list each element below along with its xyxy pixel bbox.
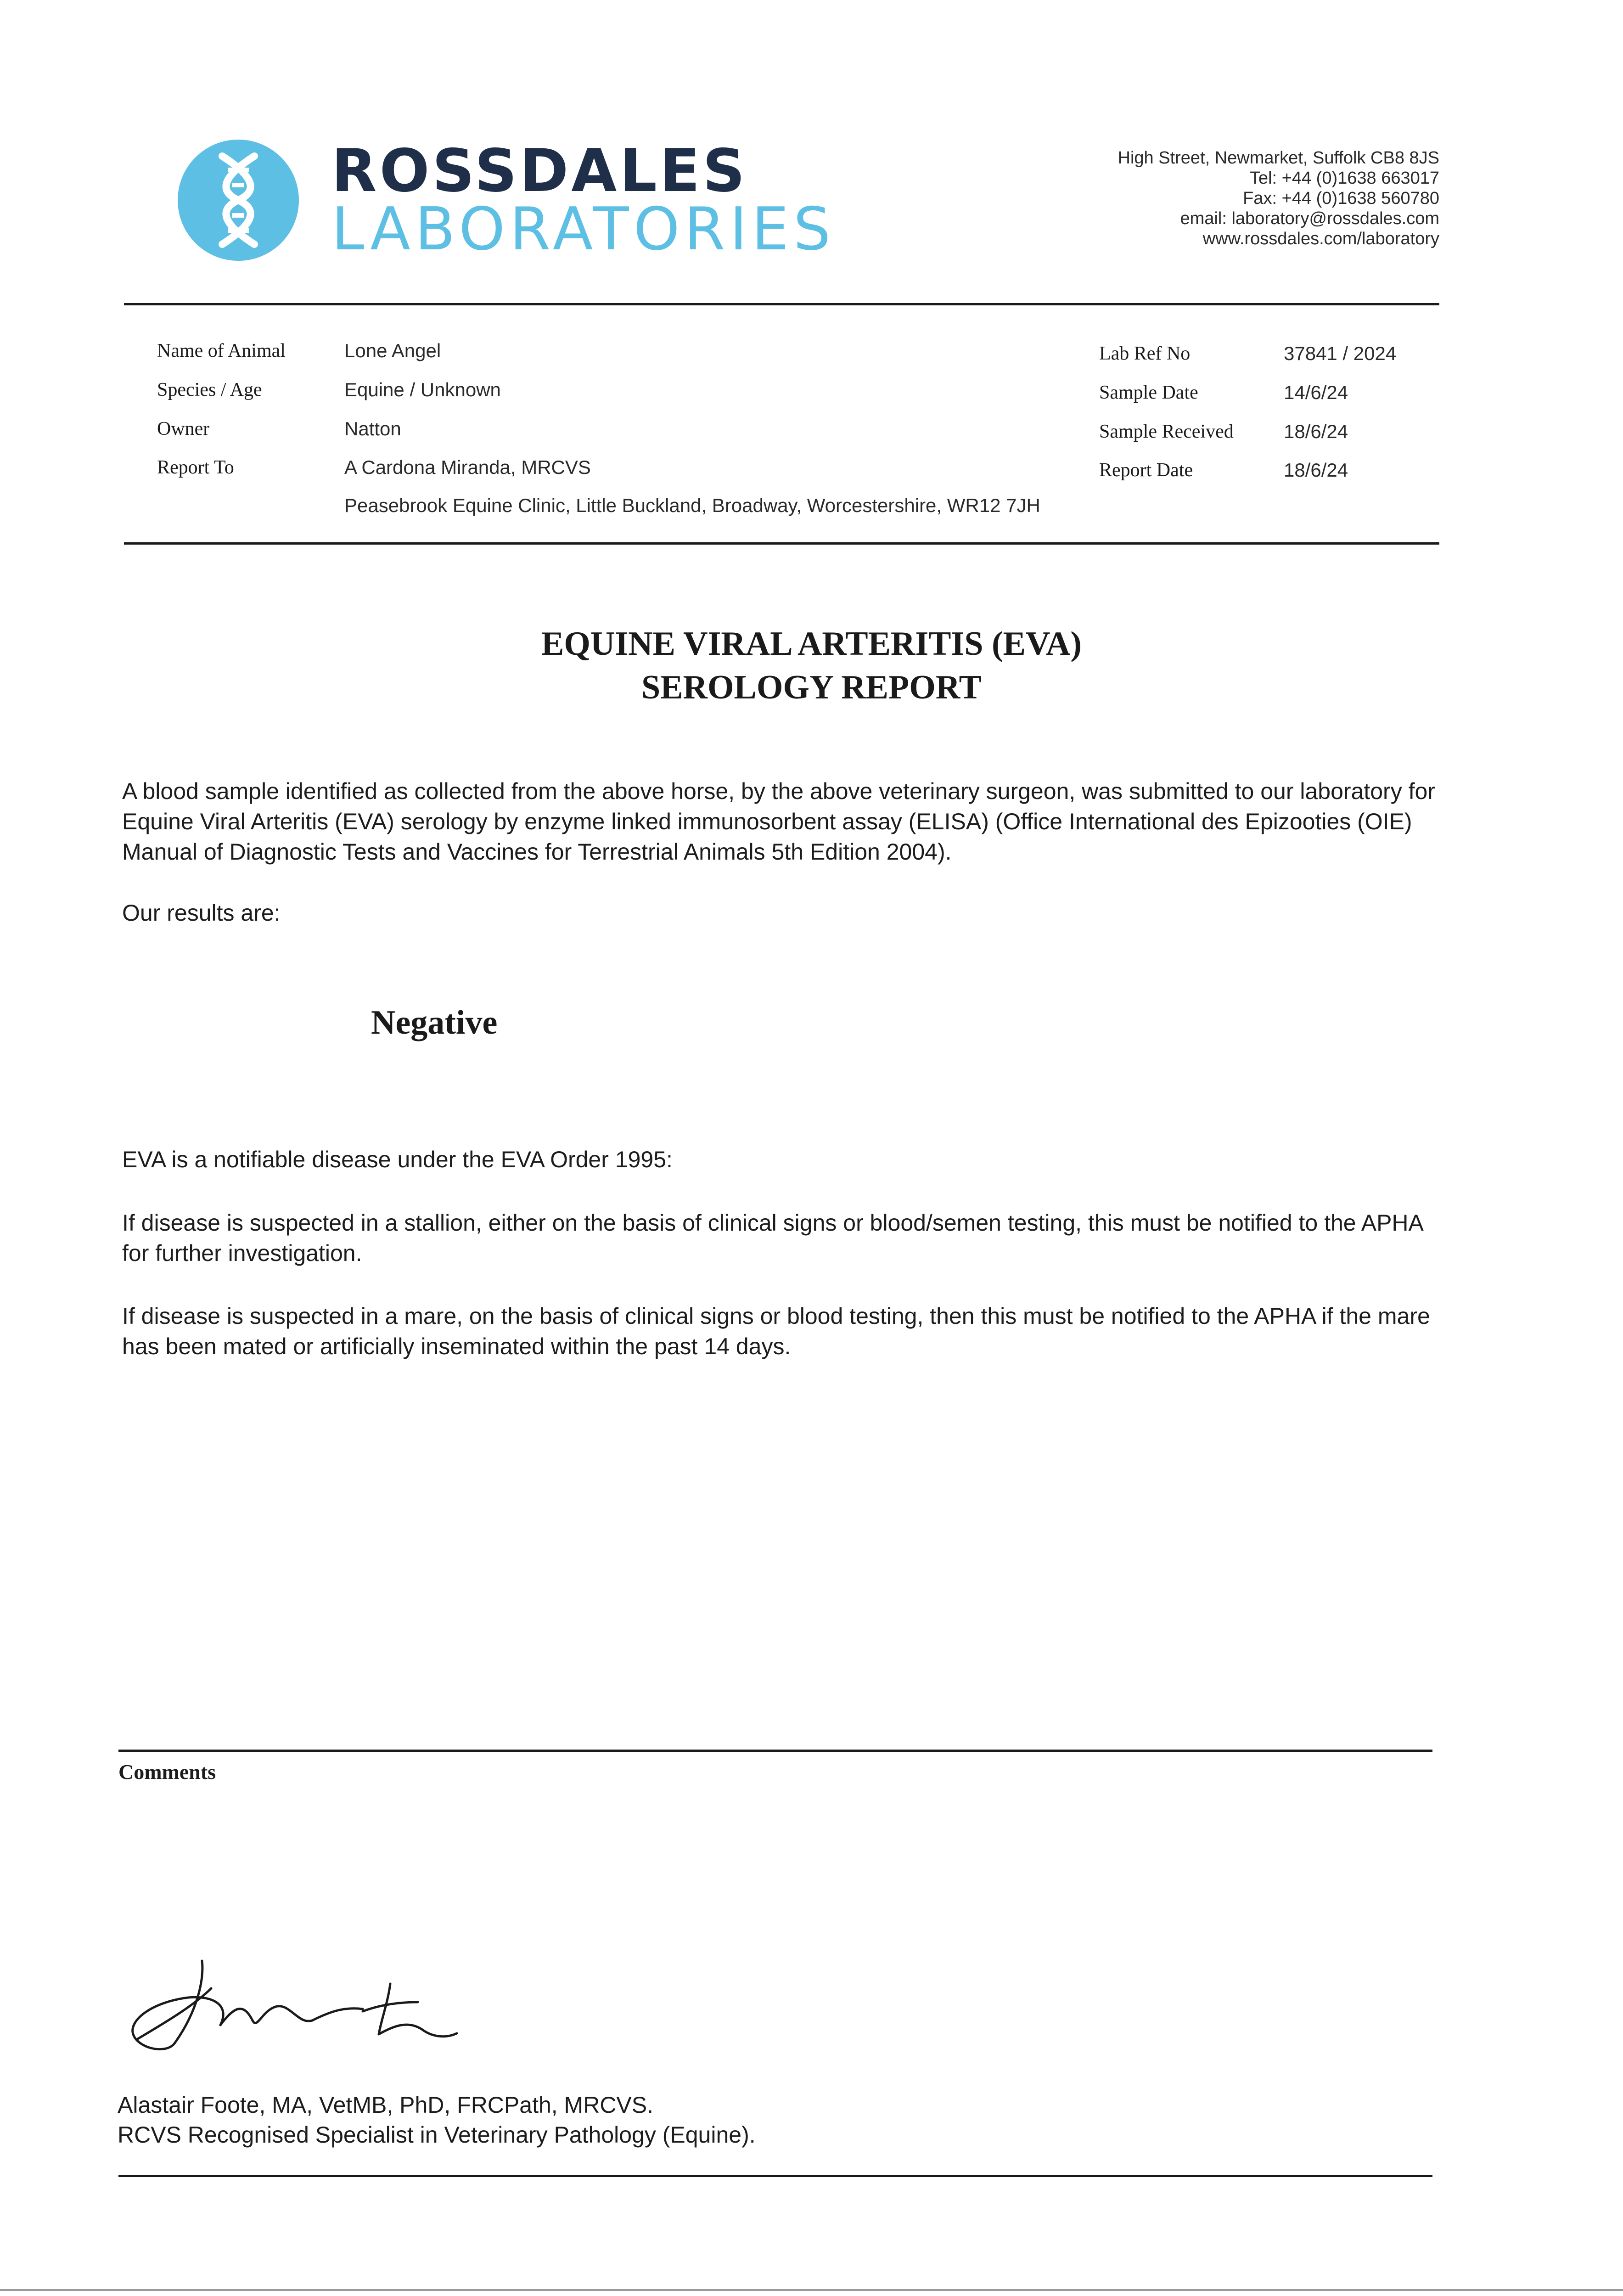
header-divider bbox=[124, 303, 1439, 305]
comments-label: Comments bbox=[118, 1760, 216, 1784]
signatory-title: RCVS Recognised Specialist in Veterinary Pathology (Equine). bbox=[118, 2122, 756, 2148]
sample-received-label: Sample Received bbox=[1099, 421, 1234, 442]
test-result: Negative bbox=[371, 1004, 498, 1041]
contact-website: www.rossdales.com/laboratory bbox=[1202, 229, 1439, 248]
contact-email: email: laboratory@rossdales.com bbox=[1180, 209, 1439, 228]
results-intro: Our results are: bbox=[122, 900, 281, 926]
owner-value: Natton bbox=[344, 418, 401, 439]
sample-date-label: Sample Date bbox=[1099, 382, 1198, 403]
scan-bottom-edge bbox=[0, 2289, 1623, 2291]
report-date-label: Report Date bbox=[1099, 460, 1193, 481]
species-age-label: Species / Age bbox=[157, 379, 262, 400]
contact-fax: Fax: +44 (0)1638 560780 bbox=[1243, 189, 1439, 208]
brand-name-line1: ROSSDALES bbox=[331, 137, 748, 205]
owner-label: Owner bbox=[157, 418, 210, 439]
notifiable-note: EVA is a notifiable disease under the EVA Order 1995: bbox=[122, 1147, 673, 1172]
report-title-line2: SEROLOGY REPORT bbox=[641, 669, 982, 706]
signatory-name: Alastair Foote, MA, VetMB, PhD, FRCPath, MRCVS. bbox=[118, 2092, 654, 2118]
report-title-line1: EQUINE VIRAL ARTERITIS (EVA) bbox=[541, 625, 1082, 663]
sample-date-value: 14/6/24 bbox=[1284, 382, 1348, 403]
mare-note: If disease is suspected in a mare, on the basis of clinical signs or blood testing, then this must be notified to the APHA if the mare has been mated or artificially inseminated within the past 14 days. bbox=[122, 1303, 1430, 1359]
intro-paragraph: A blood sample identified as collected from the above horse, by the above veterinary surgeon, was submitted to our laboratory for Equine Viral Arteritis (EVA) serology by enzyme linked immunosorbent assay (ELISA) (Office International des Epizooties (OIE) Manual of Diagnostic Tests and Vaccines for Terrestrial Animals 5th Edition 2004). bbox=[122, 778, 1435, 865]
report-to-value: A Cardona Miranda, MRCVS bbox=[344, 456, 591, 478]
stallion-note: If disease is suspected in a stallion, either on the basis of clinical signs or blood/semen testing, this must be notified to the APHA for further investigation. bbox=[122, 1210, 1423, 1266]
lab-ref-value: 37841 / 2024 bbox=[1284, 343, 1397, 364]
handwritten-signature bbox=[124, 1956, 464, 2062]
report-date-value: 18/6/24 bbox=[1284, 459, 1348, 481]
report-to-address: Peasebrook Equine Clinic, Little Buckland, Broadway, Worcestershire, WR12 7JH bbox=[344, 495, 1040, 516]
species-age-value: Equine / Unknown bbox=[344, 379, 501, 400]
footer-divider bbox=[118, 2175, 1432, 2177]
contact-address: High Street, Newmarket, Suffolk CB8 8JS bbox=[1118, 148, 1439, 168]
name-of-animal-value: Lone Angel bbox=[344, 340, 441, 361]
contact-block bbox=[1026, 148, 1439, 249]
lab-ref-label: Lab Ref No bbox=[1099, 343, 1191, 364]
comments-divider bbox=[118, 1750, 1432, 1752]
brand-name-line2: LABORATORIES bbox=[331, 195, 836, 264]
report-to-label: Report To bbox=[157, 457, 234, 478]
contact-phone: Tel: +44 (0)1638 663017 bbox=[1249, 169, 1439, 188]
name-of-animal-label: Name of Animal bbox=[157, 340, 286, 361]
dna-helix-icon bbox=[176, 137, 300, 264]
info-divider bbox=[124, 542, 1439, 545]
sample-received-value: 18/6/24 bbox=[1284, 421, 1348, 442]
